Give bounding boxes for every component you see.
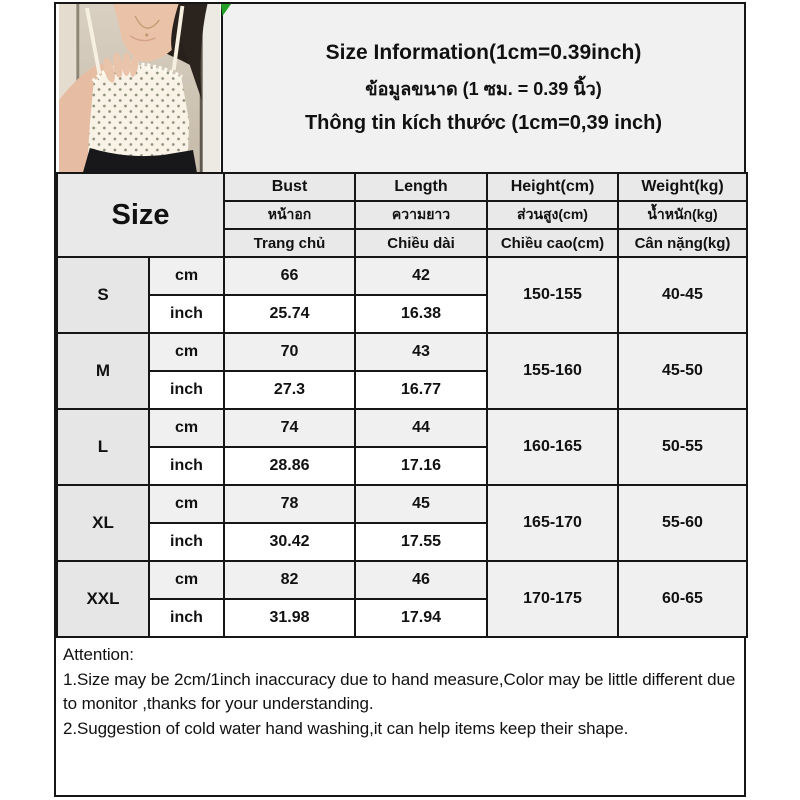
col-header-bust-th: หน้าอก	[224, 201, 355, 229]
col-header-weight-vi: Cân nặng(kg)	[618, 229, 747, 257]
size-label-s: S	[57, 257, 149, 333]
size-table	[56, 172, 748, 638]
table-row-xxl-cm	[57, 561, 747, 599]
weight-xxl: 60-65	[618, 561, 747, 637]
length-cm-m: 43	[355, 333, 487, 371]
unit-cm: cm	[149, 409, 224, 447]
unit-inch: inch	[149, 447, 224, 485]
col-header-bust: Bust	[224, 173, 355, 201]
length-inch-l: 17.16	[355, 447, 487, 485]
bust-inch-s: 25.74	[224, 295, 355, 333]
bust-cm-xl: 78	[224, 485, 355, 523]
unit-cm: cm	[149, 485, 224, 523]
attention-section	[56, 638, 744, 795]
unit-cm: cm	[149, 561, 224, 599]
table-row-s-cm	[57, 257, 747, 295]
size-chart-sheet	[54, 2, 746, 797]
title-block	[223, 4, 744, 172]
attention-note-2: 2.Suggestion of cold water hand washing,it can help items keep their shape.	[63, 718, 629, 738]
size-label-xxl: XXL	[57, 561, 149, 637]
col-header-weight: Weight(kg)	[618, 173, 747, 201]
bust-inch-m: 27.3	[224, 371, 355, 409]
col-header-bust-vi: Trang chủ	[224, 229, 355, 257]
col-header-length-vi: Chiều dài	[355, 229, 487, 257]
length-cm-xxl: 46	[355, 561, 487, 599]
col-header-height-vi: Chiều cao(cm)	[487, 229, 618, 257]
product-photo-illustration	[59, 4, 220, 172]
length-inch-xl: 17.55	[355, 523, 487, 561]
unit-inch: inch	[149, 599, 224, 637]
table-row-l-cm	[57, 409, 747, 447]
table-row-m-cm	[57, 333, 747, 371]
bust-cm-xxl: 82	[224, 561, 355, 599]
top-banner	[56, 4, 744, 172]
table-row-xl-cm	[57, 485, 747, 523]
product-photo	[56, 4, 223, 172]
bust-inch-l: 28.86	[224, 447, 355, 485]
height-s: 150-155	[487, 257, 618, 333]
bust-cm-s: 66	[224, 257, 355, 295]
height-xl: 165-170	[487, 485, 618, 561]
attention-heading: Attention:	[63, 645, 134, 664]
weight-m: 45-50	[618, 333, 747, 409]
length-inch-s: 16.38	[355, 295, 487, 333]
length-inch-xxl: 17.94	[355, 599, 487, 637]
weight-s: 40-45	[618, 257, 747, 333]
bust-cm-l: 74	[224, 409, 355, 447]
height-l: 160-165	[487, 409, 618, 485]
col-header-length-th: ความยาว	[355, 201, 487, 229]
unit-inch: inch	[149, 371, 224, 409]
col-header-length: Length	[355, 173, 487, 201]
bust-cm-m: 70	[224, 333, 355, 371]
weight-xl: 55-60	[618, 485, 747, 561]
title-thai: ข้อมูลขนาด (1 ซม. = 0.39 นิ้ว)	[365, 79, 602, 99]
length-cm-xl: 45	[355, 485, 487, 523]
height-xxl: 170-175	[487, 561, 618, 637]
attention-note-1: 1.Size may be 2cm/1inch inaccuracy due to hand measure,Color may be little different due to monitor ,thanks for your understanding.	[63, 669, 736, 714]
title-english: Size Information(1cm=0.39inch)	[325, 41, 642, 64]
col-header-height-th: ส่วนสูง(cm)	[487, 201, 618, 229]
col-header-weight-th: น้ำหนัก(kg)	[618, 201, 747, 229]
size-label-m: M	[57, 333, 149, 409]
col-header-height: Height(cm)	[487, 173, 618, 201]
unit-cm: cm	[149, 257, 224, 295]
unit-inch: inch	[149, 523, 224, 561]
size-header: Size	[57, 173, 224, 257]
length-cm-l: 44	[355, 409, 487, 447]
height-m: 155-160	[487, 333, 618, 409]
unit-inch: inch	[149, 295, 224, 333]
bust-inch-xl: 30.42	[224, 523, 355, 561]
unit-cm: cm	[149, 333, 224, 371]
size-label-l: L	[57, 409, 149, 485]
size-label-xl: XL	[57, 485, 149, 561]
length-cm-s: 42	[355, 257, 487, 295]
bust-inch-xxl: 31.98	[224, 599, 355, 637]
weight-l: 50-55	[618, 409, 747, 485]
title-vietnamese: Thông tin kích thước (1cm=0,39 inch)	[304, 112, 663, 134]
length-inch-m: 16.77	[355, 371, 487, 409]
